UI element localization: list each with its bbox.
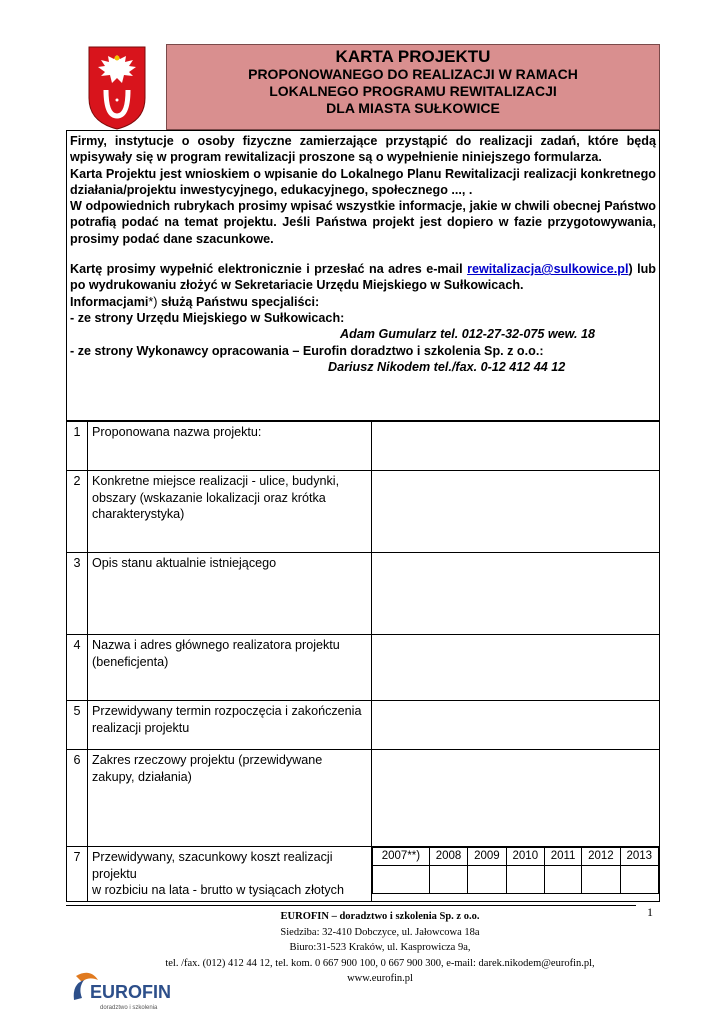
row-number: 1 [67,422,88,471]
svg-text:EUROFIN: EUROFIN [90,982,171,1002]
contractor-contact: Dariusz Nikodem tel./fax. 0-12 412 44 12 [328,359,566,374]
cost-input-2012[interactable] [582,866,620,894]
header-line-3: DLA MIASTA SUŁKOWICE [326,100,500,116]
intro-paragraph-4: Kartę prosimy wypełnić elektronicznie i przesłać na adres e-mail rewitalizacja@sulkowice.pl) lub po wydrukowaniu złożyć w Sekretariacie Urzędu Miejskiego w Sułkowicach. [70,262,657,293]
row-label [88,847,372,902]
table-row [67,553,660,635]
intro-paragraph-2: Karta Projektu jest wnioskiem o wpisanie do Lokalnego Planu Rewitalizacji realizacji konkretnego działania/projektu inwestycyjnego, edukacyjnego, społecznego ..., . [70,166,656,197]
footer-company: EUROFIN – doradztwo i szkolenia Sp. z o.o. [280,911,480,922]
year-2007-header: 2007**) [373,848,430,866]
row-label: Przewidywany termin rozpoczęcia i zakończenia realizacji projektu [88,701,372,750]
row-number: 2 [67,471,88,553]
cost-input-2013[interactable] [620,866,658,894]
yearly-cost-table [372,847,659,894]
answer-field-schedule[interactable] [372,701,660,750]
year-2008-header: 2008 [429,848,467,866]
table-row [67,471,660,553]
row-label: Proponowana nazwa projektu: [88,422,372,471]
email-link[interactable]: rewitalizacja@sulkowice.pl [467,262,629,277]
row-number: 6 [67,750,88,847]
intro-paragraph-1: Firmy, instytucje o osoby fizyczne zamierzające przystąpić do realizacji zadań, które będą wpisywały się w program rewitalizacji proszone są o wypełnienie niniejszego formularza. [70,134,656,165]
header-line-1: PROPONOWANEGO DO REALIZACJI W RAMACH [248,66,578,82]
year-2011-header: 2011 [545,848,582,866]
year-2012-header: 2012 [582,848,620,866]
eurofin-logo [70,966,180,1012]
year-2010-header: 2010 [506,848,544,866]
office-contact: Adam Gumularz tel. 012-27-32-075 wew. 18 [340,327,596,342]
footer-contact: tel. /fax. (012) 412 44 12, tel. kom. 0 667 900 100, 0 667 900 300, e-mail: darek.nikodem@eurofin.pl, [165,957,595,969]
table-row [67,847,660,902]
row-number: 4 [67,635,88,701]
year-2009-header: 2009 [468,848,506,866]
year-2013-header: 2013 [620,848,658,866]
table-row [67,701,660,750]
eurofin-logo-icon [70,966,180,1012]
cost-input-2009[interactable] [468,866,506,894]
row-number: 7 [67,847,88,902]
page-number: 1 [647,905,653,919]
header-line-2: LOKALNEGO PROGRAMU REWITALIZACJI [269,83,557,99]
footer-web[interactable]: www.eurofin.pl [347,973,413,984]
intro-section [66,130,660,421]
answer-field-location[interactable] [372,471,660,553]
document-title: KARTA PROJEKTU [335,47,491,66]
row-label: Opis stanu aktualnie istniejącego [88,553,372,635]
table-row [67,422,660,471]
project-form-table [66,421,660,902]
row-label: Nazwa i adres głównego realizatora projektu (beneficjenta) [88,635,372,701]
footer [100,909,660,987]
cost-input-2007[interactable] [373,866,430,894]
answer-field-project-name[interactable] [372,422,660,471]
footer-office: Biuro:31-523 Kraków, ul. Kasprowicza 9a, [289,942,471,953]
row-number: 3 [67,553,88,635]
footer-divider [66,905,636,906]
cost-input-2008[interactable] [429,866,467,894]
yearly-cost-cell [372,847,660,902]
cost-input-2011[interactable] [545,866,582,894]
row-label: Konkretne miejsce realizacji - ulice, budynki, obszary (wskazanie lokalizacji oraz krótka charakterystyka) [88,471,372,553]
row-number: 5 [67,701,88,750]
coat-of-arms-image [68,44,166,132]
cost-label: Przewidywany, szacunkowy koszt realizacji projektu w rozbiciu na lata - brutto w tysiącach złotych [92,850,344,897]
svg-text:doradztwo i szkolenia: doradztwo i szkolenia [100,1005,158,1011]
intro-paragraph-3: W odpowiednich rubrykach prosimy wpisać wszystkie informacje, jakie w chwili obecnej Państwo potrafią podać na temat projektu. Jeśli Państwa projekt jest dopiero w fazie przygotowywania, prosimy podać dane szacunkowe. [70,199,656,246]
eagle-horseshoe-emblem-icon [88,46,146,130]
answer-field-scope[interactable] [372,750,660,847]
info-line: Informacjami*) służą Państwu specjaliści: [70,294,320,309]
document-header [166,44,660,130]
answer-field-beneficiary[interactable] [372,635,660,701]
table-row [67,635,660,701]
answer-field-current-state[interactable] [372,553,660,635]
office-line: - ze strony Urzędu Miejskiego w Sułkowicach: [70,310,345,325]
table-row [67,750,660,847]
cost-input-2010[interactable] [506,866,544,894]
row-label: Zakres rzeczowy projektu (przewidywane zakupy, działania) [88,750,372,847]
contractor-line: - ze strony Wykonawcy opracowania – Eurofin doradztwo i szkolenia Sp. z o.o.: [70,343,544,358]
footer-seat: Siedziba: 32-410 Dobczyce, ul. Jałowcowa 18a [280,926,480,938]
